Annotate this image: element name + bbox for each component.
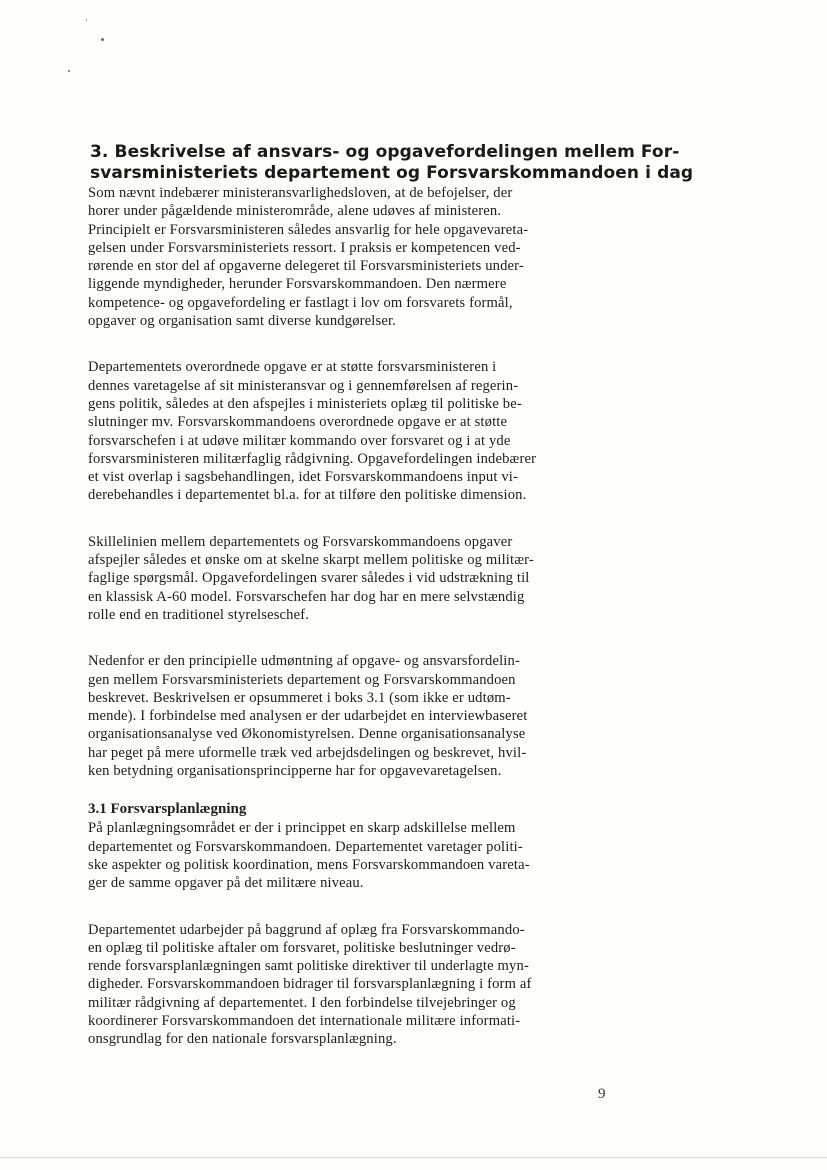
text-line: gelsen under Forsvarsministeriets ressort. I praksis er kompetencen ved- [88, 239, 521, 256]
text-line: departementet og Forsvarskommandoen. Departementet varetager politi- [88, 838, 523, 855]
text-line: beskrevet. Beskrivelsen er opsummeret i boks 3.1 (som ikke er udtøm- [88, 689, 511, 706]
text-line: Som nævnt indebærer ministeransvarlighedsloven, at de befojelser, der [88, 185, 513, 201]
paragraph [88, 533, 620, 624]
text-line: Principielt er Forsvarsministeren således ansvarlig for hele opgavevareta- [88, 221, 529, 238]
text-line: rende forsvarsplanlægningen samt politiske direktiver til underlagte myn- [88, 958, 529, 975]
text-line: organisationsanalyse ved Økonomistyrelsen. Denne organisationsanalyse [88, 726, 526, 743]
text-line: forsvarsministeren militærfaglig rådgivning. Opgavefordelingen indebærer [88, 450, 537, 467]
text-line: horer under pågældende ministerområde, alene udøves af ministeren. [88, 203, 502, 220]
page-content [88, 142, 694, 1077]
text-line: militær rådgivning af departementet. I den forbindelse tilvejebringer og [88, 994, 516, 1011]
text-line: digheder. Forsvarskommandoen bidrager til forsvarsplanlægning i form af [88, 976, 532, 993]
text-line: en klassisk A-60 model. Forsvarschefen har dog har en mere selvstændig [88, 588, 525, 605]
text-line: faglige spørgsmål. Opgavefordelingen svarer således i vid udstrækning til [88, 570, 530, 587]
text-line: ken betydning organisationsprincipperne har for opgavevaretagelsen. [88, 763, 502, 780]
chapter-heading [90, 142, 694, 184]
text-line: et vist overlap i sagsbehandlingen, idet Forsvarskommandoens input vi- [88, 469, 518, 486]
paragraph [88, 358, 620, 504]
paragraph [88, 819, 620, 892]
text-line: slutninger mv. Forsvarskommandoens overordnede opgave er at støtte [88, 414, 508, 431]
text-line: har peget på mere uformelle træk ved arbejdsdelingen og beskrevet, hvil- [88, 744, 527, 761]
scan-speck [101, 38, 104, 41]
text-line: gen mellem Forsvarsministeriets departement og Forsvarskommandoen [88, 671, 516, 688]
text-line: en oplæg til politiske aftaler om forsvaret, politiske beslutninger vedrø- [88, 939, 516, 956]
chapter-heading-line: 3. Beskrivelse af ansvars- og opgavefordelingen mellem For- [90, 142, 680, 162]
text-line: kompetence- og opgavefordeling er fastlagt i lov om forsvarets formål, [88, 294, 513, 311]
scan-edge-line [0, 1157, 827, 1158]
text-line: Departementets overordnede opgave er at støtte forsvarsministeren i [88, 359, 497, 376]
chapter-heading-line: svarsministeriets departement og Forsvarskommandoen i dag [90, 163, 694, 183]
text-line: ske aspekter og politisk koordination, mens Forsvarskommandoen vareta- [88, 856, 530, 873]
scan-speck [68, 70, 70, 72]
text-line: koordinerer Forsvarskommandoen det internationale militære informati- [88, 1012, 521, 1029]
paragraph [88, 652, 620, 780]
text-line: Skillelinien mellem departementets og Forsvarskommandoens opgaver [88, 533, 513, 550]
text-line: liggende myndigheder, herunder Forsvarskommandoen. Den nærmere [88, 276, 507, 293]
paragraph [88, 921, 620, 1049]
text-line: onsgrundlag for den nationale forsvarsplanlægning. [88, 1031, 397, 1048]
text-line: opgaver og organisation samt diverse kundgørelser. [88, 313, 396, 330]
text-line: rolle end en traditionel styrelseschef. [88, 606, 310, 623]
text-line: derebehandles i departementet bl.a. for at tilføre den politiske dimension. [88, 487, 527, 504]
scan-speck [86, 18, 87, 22]
text-line: rørende en stor del af opgaverne delegeret til Forsvarsministeriets under- [88, 258, 524, 275]
text-line: forsvarschefen i at udøve militær kommando over forsvaret og i at yde [88, 432, 511, 449]
paragraph [88, 184, 620, 330]
text-line: Nedenfor er den principielle udmøntning af opgave- og ansvarsfordelin- [88, 653, 520, 670]
text-line: afspejler således et ønske om at skelne skarpt mellem politiske og militær- [88, 552, 534, 569]
section-heading: 3.1 Forsvarsplanlægning [88, 801, 247, 818]
text-line: dennes varetagelse af sit ministeransvar og i gennemførelsen af regerin- [88, 377, 519, 394]
text-line: gens politik, således at den afspejles i ministeriets oplæg til politiske be- [88, 395, 522, 412]
text-line: mende). I forbindelse med analysen er der udarbejdet en interviewbaseret [88, 708, 528, 725]
text-line: ger de samme opgaver på det militære niveau. [88, 875, 364, 892]
text-line: På planlægningsområdet er der i princippet en skarp adskillelse mellem [88, 820, 516, 837]
page-number: 9 [598, 1086, 606, 1102]
text-line: Departementet udarbejder på baggrund af oplæg fra Forsvarskommando- [88, 921, 525, 938]
